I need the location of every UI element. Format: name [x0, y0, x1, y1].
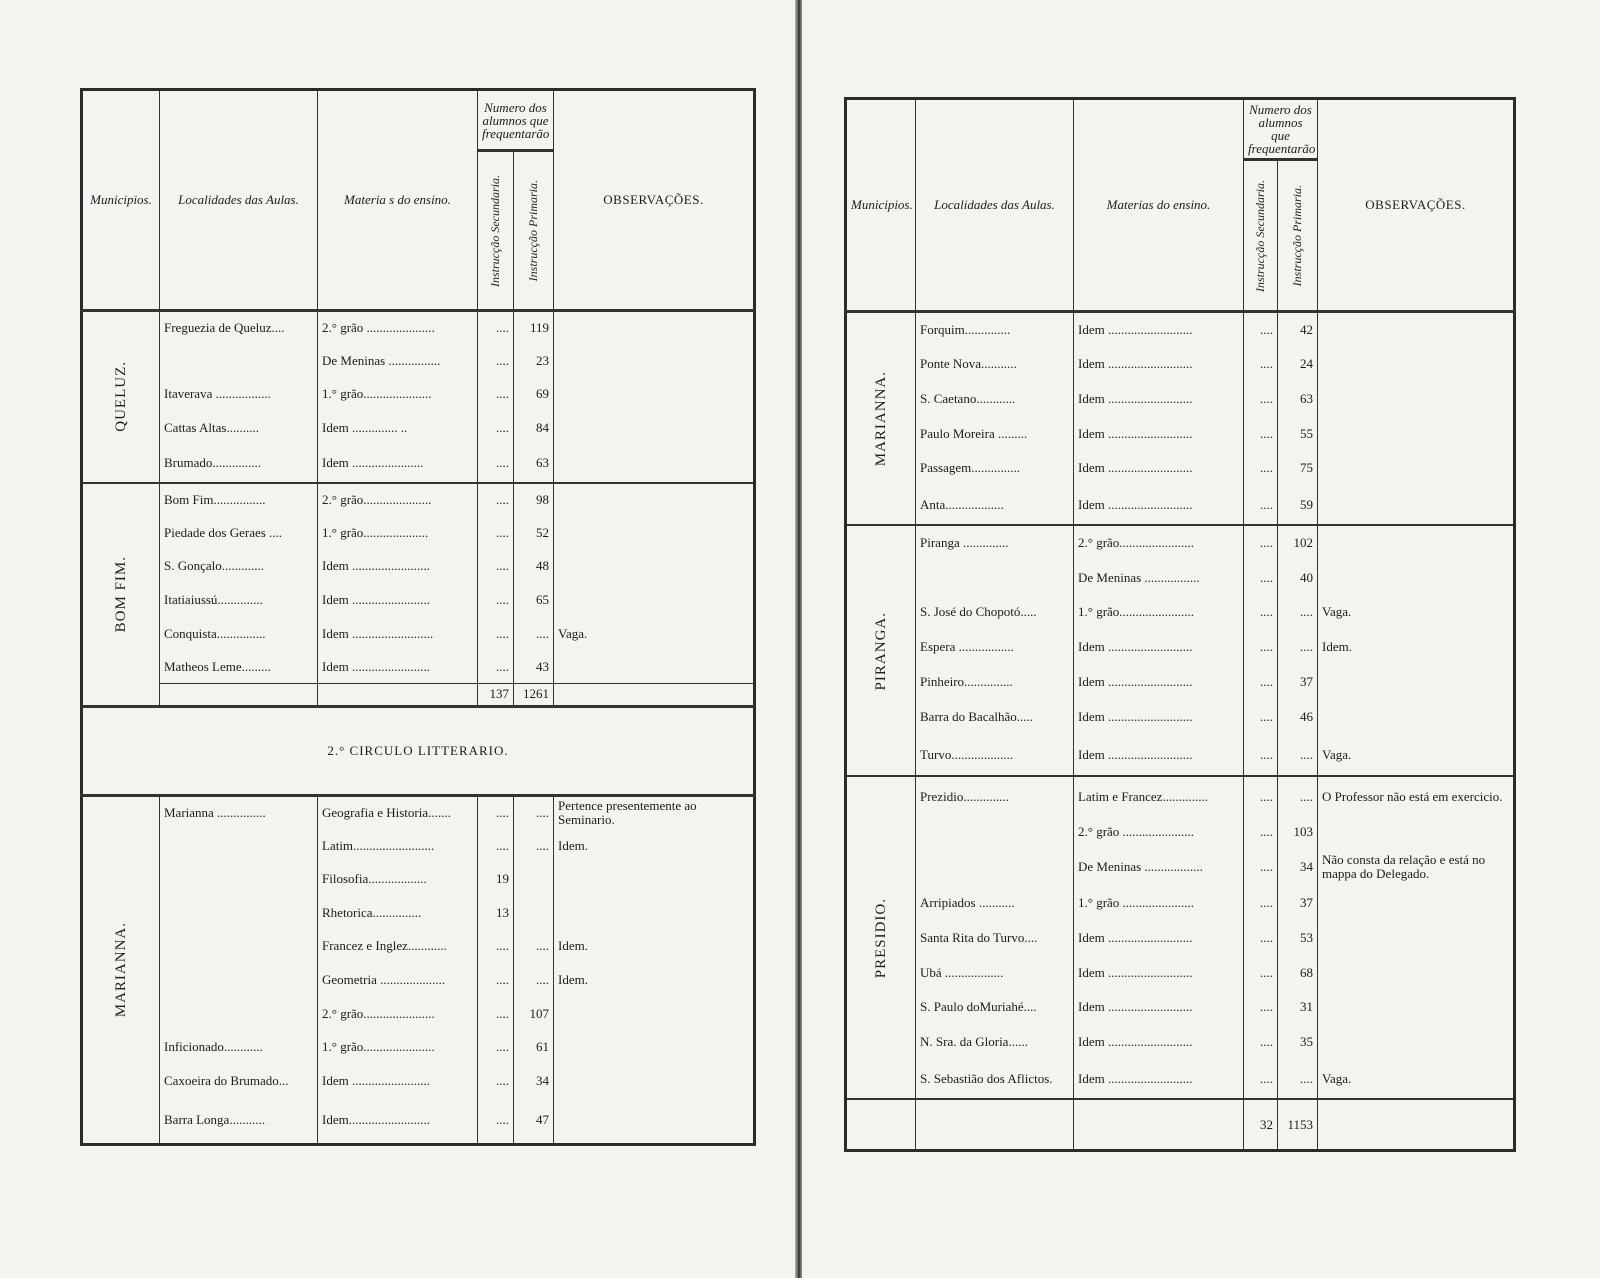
table-row-observacao — [1318, 560, 1515, 595]
table-row-primaria: 37 — [1278, 885, 1318, 920]
table-row-primaria: 31 — [1278, 990, 1318, 1025]
table-row-secundaria: .... — [478, 311, 514, 345]
table-row-observacao — [1318, 816, 1515, 849]
total-secundaria: 32 — [1244, 1099, 1278, 1150]
table-row-secundaria: .... — [478, 411, 514, 445]
table-row-secundaria: .... — [1244, 665, 1278, 700]
table-row-primaria: .... — [514, 617, 554, 651]
table-row-primaria: 46 — [1278, 700, 1318, 735]
table-row-locality: Brumado............... — [160, 445, 318, 483]
table-row-secundaria: .... — [478, 829, 514, 863]
table-row-secundaria: .... — [1244, 560, 1278, 595]
table-row-primaria: 53 — [1278, 920, 1318, 955]
table-row-locality: Barra Longa........... — [160, 1097, 318, 1144]
table-row-observacao — [554, 1097, 755, 1144]
table-row-observacao — [1318, 381, 1515, 416]
table-row-materia: Idem......................... — [318, 1097, 478, 1144]
table-row-observacao — [1318, 451, 1515, 486]
table-row-primaria: 59 — [1278, 486, 1318, 526]
table-row-materia: De Meninas .................. — [1074, 848, 1244, 885]
table-row-secundaria: .... — [478, 650, 514, 684]
table-row-observacao: Vaga. — [1318, 1060, 1515, 1100]
table-row-locality — [160, 930, 318, 964]
table-row-observacao — [1318, 486, 1515, 526]
table-row-locality: Anta.................. — [916, 486, 1074, 526]
left-register-table — [80, 88, 756, 1146]
total-primaria: 1153 — [1278, 1099, 1318, 1150]
table-row-observacao — [554, 378, 755, 412]
table-row-primaria: 47 — [514, 1097, 554, 1144]
table-row-primaria: 48 — [514, 550, 554, 584]
table-row-materia: Idem .......................... — [1074, 486, 1244, 526]
table-row-observacao: Não consta da relação e está no mappa do Delegado. — [1318, 848, 1515, 885]
table-row-materia: 2.° grão....................... — [1074, 525, 1244, 560]
table-row-secundaria: .... — [478, 930, 514, 964]
table-row-materia: 1.° grão ...................... — [1074, 885, 1244, 920]
table-row-observacao — [1318, 416, 1515, 451]
table-row-locality: Conquista............... — [160, 617, 318, 651]
table-row-materia: Idem ........................ — [318, 1064, 478, 1098]
table-row-secundaria: .... — [478, 796, 514, 830]
table-row-observacao: Pertence presentemente ao Seminario. — [554, 796, 755, 830]
table-row-materia: Idem .......................... — [1074, 990, 1244, 1025]
table-row-locality: Inficionado............ — [160, 1030, 318, 1064]
table-row-secundaria: .... — [1244, 816, 1278, 849]
header-primaria: Instrucção Primaria. — [526, 179, 540, 282]
table-row-locality: Piedade dos Geraes .... — [160, 516, 318, 550]
table-row-primaria: 55 — [1278, 416, 1318, 451]
municipio-piranga: PIRANGA. — [846, 525, 916, 776]
table-row-primaria: 103 — [1278, 816, 1318, 849]
table-row-locality: Piranga .............. — [916, 525, 1074, 560]
municipio-bomfim: BOM FIM. — [82, 483, 160, 707]
table-row-locality: Bom Fim................ — [160, 483, 318, 517]
table-row-secundaria: .... — [1244, 451, 1278, 486]
table-row-primaria: 52 — [514, 516, 554, 550]
table-row-materia: Idem ........................ — [318, 583, 478, 617]
table-row-secundaria: .... — [478, 1097, 514, 1144]
table-row-locality: Turvo................... — [916, 734, 1074, 776]
table-row-observacao — [554, 483, 755, 517]
table-row-observacao: Vaga. — [554, 617, 755, 651]
table-row-materia: Idem ...................... — [318, 445, 478, 483]
table-row-observacao: O Professor não está em exercicio. — [1318, 776, 1515, 816]
table-row-observacao: Vaga. — [1318, 595, 1515, 630]
table-row-primaria: 119 — [514, 311, 554, 345]
table-row-secundaria: .... — [1244, 734, 1278, 776]
header-municipios: Municipios. — [82, 90, 160, 311]
header-observacoes: OBSERVAÇÕES. — [1318, 99, 1515, 312]
total-secundaria: 137 — [478, 684, 514, 706]
header-numero-alumnos: Numero dos alumnos que frequentarão — [1244, 99, 1318, 160]
circulo-title: 2.° CIRCULO LITTERARIO. — [82, 706, 755, 795]
table-row-locality — [916, 816, 1074, 849]
table-row-observacao — [554, 650, 755, 684]
table-row-observacao: Idem. — [554, 963, 755, 997]
table-row-locality: S. Sebastião dos Aflictos. — [916, 1060, 1074, 1100]
table-row-secundaria: .... — [478, 483, 514, 517]
table-row-materia: Latim......................... — [318, 829, 478, 863]
table-row-observacao — [554, 516, 755, 550]
table-row-locality: Itatiaiussú.............. — [160, 583, 318, 617]
table-row-primaria: .... — [514, 930, 554, 964]
table-row-locality: S. Gonçalo............. — [160, 550, 318, 584]
right-register-table — [844, 97, 1516, 1152]
header-municipios: Municipios. — [846, 99, 916, 312]
book-spine — [795, 0, 802, 1278]
table-row-primaria: 23 — [514, 344, 554, 378]
header-secundaria-cell — [1244, 160, 1278, 312]
table-row-locality: S. Paulo doMuriahé.... — [916, 990, 1074, 1025]
table-row-secundaria: .... — [1244, 1025, 1278, 1060]
table-row-secundaria: .... — [478, 344, 514, 378]
table-row-observacao: Idem. — [1318, 630, 1515, 665]
table-row-primaria: 43 — [514, 650, 554, 684]
table-row-locality — [160, 829, 318, 863]
table-row-observacao — [554, 445, 755, 483]
table-row-primaria: .... — [1278, 1060, 1318, 1100]
table-row-materia: Idem .............. .. — [318, 411, 478, 445]
header-localidades: Localidades das Aulas. — [160, 90, 318, 311]
table-row-observacao — [554, 550, 755, 584]
table-row-observacao — [1318, 665, 1515, 700]
table-row-primaria: 75 — [1278, 451, 1318, 486]
table-row-materia: Idem .......................... — [1074, 1060, 1244, 1100]
table-row-primaria: 63 — [514, 445, 554, 483]
table-row-materia: Idem ........................ — [318, 550, 478, 584]
table-row-observacao: Idem. — [554, 829, 755, 863]
table-row-secundaria: .... — [1244, 776, 1278, 816]
table-row-locality: Prezidio.............. — [916, 776, 1074, 816]
table-row-locality: Caxoeira do Brumado... — [160, 1064, 318, 1098]
table-row-locality — [160, 344, 318, 378]
table-row-secundaria: 19 — [478, 863, 514, 897]
table-row-primaria: 65 — [514, 583, 554, 617]
table-row-observacao: Idem. — [554, 930, 755, 964]
header-secundaria: Instrucção Secundaria. — [488, 174, 502, 287]
header-secundaria: Instrucção Secundaria. — [1253, 179, 1267, 292]
table-row-materia: Idem .......................... — [1074, 416, 1244, 451]
table-row-primaria: 37 — [1278, 665, 1318, 700]
table-row-observacao — [1318, 1025, 1515, 1060]
left-page — [80, 88, 756, 1146]
table-row-secundaria: .... — [1244, 595, 1278, 630]
header-numero-alumnos: Numero dos alumnos que frequentarão — [478, 90, 554, 151]
table-row-locality: Pinheiro............... — [916, 665, 1074, 700]
table-row-materia: Idem ........................ — [318, 650, 478, 684]
table-row-locality: Freguezia de Queluz.... — [160, 311, 318, 345]
table-row-materia: Idem ......................... — [318, 617, 478, 651]
table-row-observacao — [554, 1064, 755, 1098]
table-row-secundaria: .... — [1244, 920, 1278, 955]
table-row-observacao — [1318, 346, 1515, 381]
table-row-secundaria: .... — [478, 550, 514, 584]
table-row-locality: Marianna ............... — [160, 796, 318, 830]
table-row-materia: Idem .......................... — [1074, 700, 1244, 735]
table-row-observacao — [1318, 700, 1515, 735]
header-primaria-cell — [514, 151, 554, 311]
table-row-secundaria: .... — [1244, 990, 1278, 1025]
table-row-secundaria: .... — [1244, 416, 1278, 451]
table-row-primaria: 107 — [514, 997, 554, 1031]
table-row-secundaria: .... — [478, 963, 514, 997]
table-row-materia: Idem .......................... — [1074, 451, 1244, 486]
table-row-materia: Idem .......................... — [1074, 665, 1244, 700]
table-row-observacao — [1318, 920, 1515, 955]
table-row-primaria — [514, 863, 554, 897]
table-row-observacao — [554, 311, 755, 345]
table-row-primaria: 63 — [1278, 381, 1318, 416]
table-row-materia: Idem .......................... — [1074, 346, 1244, 381]
table-row-secundaria: .... — [478, 583, 514, 617]
table-row-observacao — [554, 997, 755, 1031]
table-row-primaria: 61 — [514, 1030, 554, 1064]
table-row-secundaria: .... — [478, 516, 514, 550]
header-secundaria-cell — [478, 151, 514, 311]
table-row-primaria: 24 — [1278, 346, 1318, 381]
header-localidades: Localidades das Aulas. — [916, 99, 1074, 312]
table-row-locality — [916, 560, 1074, 595]
table-row-secundaria: .... — [1244, 312, 1278, 347]
table-row-materia: Idem .......................... — [1074, 381, 1244, 416]
table-row-secundaria: 13 — [478, 896, 514, 930]
table-row-materia: Idem .......................... — [1074, 312, 1244, 347]
table-row-materia: Filosofia.................. — [318, 863, 478, 897]
table-row-secundaria: .... — [1244, 1060, 1278, 1100]
table-row-secundaria: .... — [1244, 630, 1278, 665]
table-row-locality: Barra do Bacalhão..... — [916, 700, 1074, 735]
table-row-secundaria: .... — [1244, 700, 1278, 735]
table-row-secundaria: .... — [478, 617, 514, 651]
table-row-locality: Espera ................. — [916, 630, 1074, 665]
table-row-materia: De Meninas ................. — [1074, 560, 1244, 595]
table-row-observacao — [1318, 312, 1515, 347]
table-row-materia: 1.° grão..................... — [318, 378, 478, 412]
table-row-primaria: 34 — [1278, 848, 1318, 885]
table-row-primaria: 84 — [514, 411, 554, 445]
table-row-locality — [160, 863, 318, 897]
table-row-observacao — [554, 344, 755, 378]
table-row-locality: N. Sra. da Gloria...... — [916, 1025, 1074, 1060]
table-row-locality: Matheos Leme......... — [160, 650, 318, 684]
table-row-observacao — [554, 1030, 755, 1064]
header-materias: Materias do ensino. — [1074, 99, 1244, 312]
table-row-locality: Ubá .................. — [916, 955, 1074, 990]
table-row-materia: Idem .......................... — [1074, 734, 1244, 776]
table-row-materia: 2.° grão..................... — [318, 483, 478, 517]
table-row-materia: Idem .......................... — [1074, 1025, 1244, 1060]
table-row-secundaria: .... — [1244, 848, 1278, 885]
table-row-materia: 2.° grão ...................... — [1074, 816, 1244, 849]
header-primaria: Instrucção Primaria. — [1290, 184, 1304, 287]
table-row-locality: Cattas Altas.......... — [160, 411, 318, 445]
table-row-materia: Idem .......................... — [1074, 955, 1244, 990]
table-row-locality: Santa Rita do Turvo.... — [916, 920, 1074, 955]
table-row-materia: Francez e Inglez............ — [318, 930, 478, 964]
table-row-materia: Idem .......................... — [1074, 920, 1244, 955]
table-row-observacao — [554, 583, 755, 617]
table-row-locality: Paulo Moreira ......... — [916, 416, 1074, 451]
table-row-materia: 2.° grão...................... — [318, 997, 478, 1031]
table-row-locality — [160, 963, 318, 997]
table-row-observacao: Vaga. — [1318, 734, 1515, 776]
table-row-secundaria: .... — [1244, 885, 1278, 920]
table-row-secundaria: .... — [1244, 346, 1278, 381]
municipio-queluz: QUELUZ. — [82, 311, 160, 483]
table-row-materia: 1.° grão....................... — [1074, 595, 1244, 630]
table-row-primaria: .... — [1278, 776, 1318, 816]
table-row-secundaria: .... — [478, 378, 514, 412]
table-row-observacao — [554, 863, 755, 897]
table-row-secundaria: .... — [1244, 486, 1278, 526]
table-row-primaria: 102 — [1278, 525, 1318, 560]
table-row-locality — [160, 896, 318, 930]
header-primaria-cell — [1278, 160, 1318, 312]
table-row-locality: Ponte Nova........... — [916, 346, 1074, 381]
table-row-primaria: .... — [1278, 595, 1318, 630]
table-row-materia: Geografia e Historia....... — [318, 796, 478, 830]
table-row-secundaria: .... — [1244, 525, 1278, 560]
table-row-locality: Forquim.............. — [916, 312, 1074, 347]
table-row-materia: Latim e Francez.............. — [1074, 776, 1244, 816]
table-row-observacao — [1318, 885, 1515, 920]
table-row-observacao — [1318, 955, 1515, 990]
table-row-locality: Arripiados ........... — [916, 885, 1074, 920]
table-row-observacao — [1318, 525, 1515, 560]
table-row-primaria: 40 — [1278, 560, 1318, 595]
table-row-primaria: .... — [1278, 734, 1318, 776]
table-row-primaria: .... — [514, 963, 554, 997]
table-row-locality: S. José do Chopotó..... — [916, 595, 1074, 630]
table-row-locality — [160, 997, 318, 1031]
table-row-primaria: 42 — [1278, 312, 1318, 347]
table-row-primaria — [514, 896, 554, 930]
table-row-secundaria: .... — [478, 1064, 514, 1098]
table-row-locality — [916, 848, 1074, 885]
table-row-primaria: 68 — [1278, 955, 1318, 990]
right-page — [844, 97, 1516, 1152]
table-row-materia: Idem .......................... — [1074, 630, 1244, 665]
table-row-primaria: .... — [514, 796, 554, 830]
table-row-primaria: 34 — [514, 1064, 554, 1098]
table-row-observacao — [1318, 990, 1515, 1025]
table-row-materia: Geometria .................... — [318, 963, 478, 997]
table-row-observacao — [554, 896, 755, 930]
table-row-locality: S. Caetano............ — [916, 381, 1074, 416]
table-row-secundaria: .... — [478, 445, 514, 483]
table-row-primaria: 35 — [1278, 1025, 1318, 1060]
table-row-materia: 2.° grão ..................... — [318, 311, 478, 345]
table-row-secundaria: .... — [478, 1030, 514, 1064]
table-row-materia: 1.° grão.................... — [318, 516, 478, 550]
table-row-materia: De Meninas ................ — [318, 344, 478, 378]
municipio-presidio: PRESIDIO. — [846, 776, 916, 1099]
table-row-secundaria: .... — [478, 997, 514, 1031]
header-materias: Materia s do ensino. — [318, 90, 478, 311]
municipio-marianna: MARIANNA. — [82, 796, 160, 1145]
table-row-secundaria: .... — [1244, 955, 1278, 990]
table-row-primaria: 98 — [514, 483, 554, 517]
table-row-observacao — [554, 411, 755, 445]
table-row-locality: Passagem............... — [916, 451, 1074, 486]
total-primaria: 1261 — [514, 684, 554, 706]
header-observacoes: OBSERVAÇÕES. — [554, 90, 755, 311]
table-row-secundaria: .... — [1244, 381, 1278, 416]
municipio-marianna: MARIANNA. — [846, 312, 916, 526]
table-row-primaria: .... — [1278, 630, 1318, 665]
table-row-primaria: .... — [514, 829, 554, 863]
table-row-primaria: 69 — [514, 378, 554, 412]
table-row-locality: Itaverava ................. — [160, 378, 318, 412]
table-row-materia: Rhetorica............... — [318, 896, 478, 930]
table-row-materia: 1.° grão...................... — [318, 1030, 478, 1064]
